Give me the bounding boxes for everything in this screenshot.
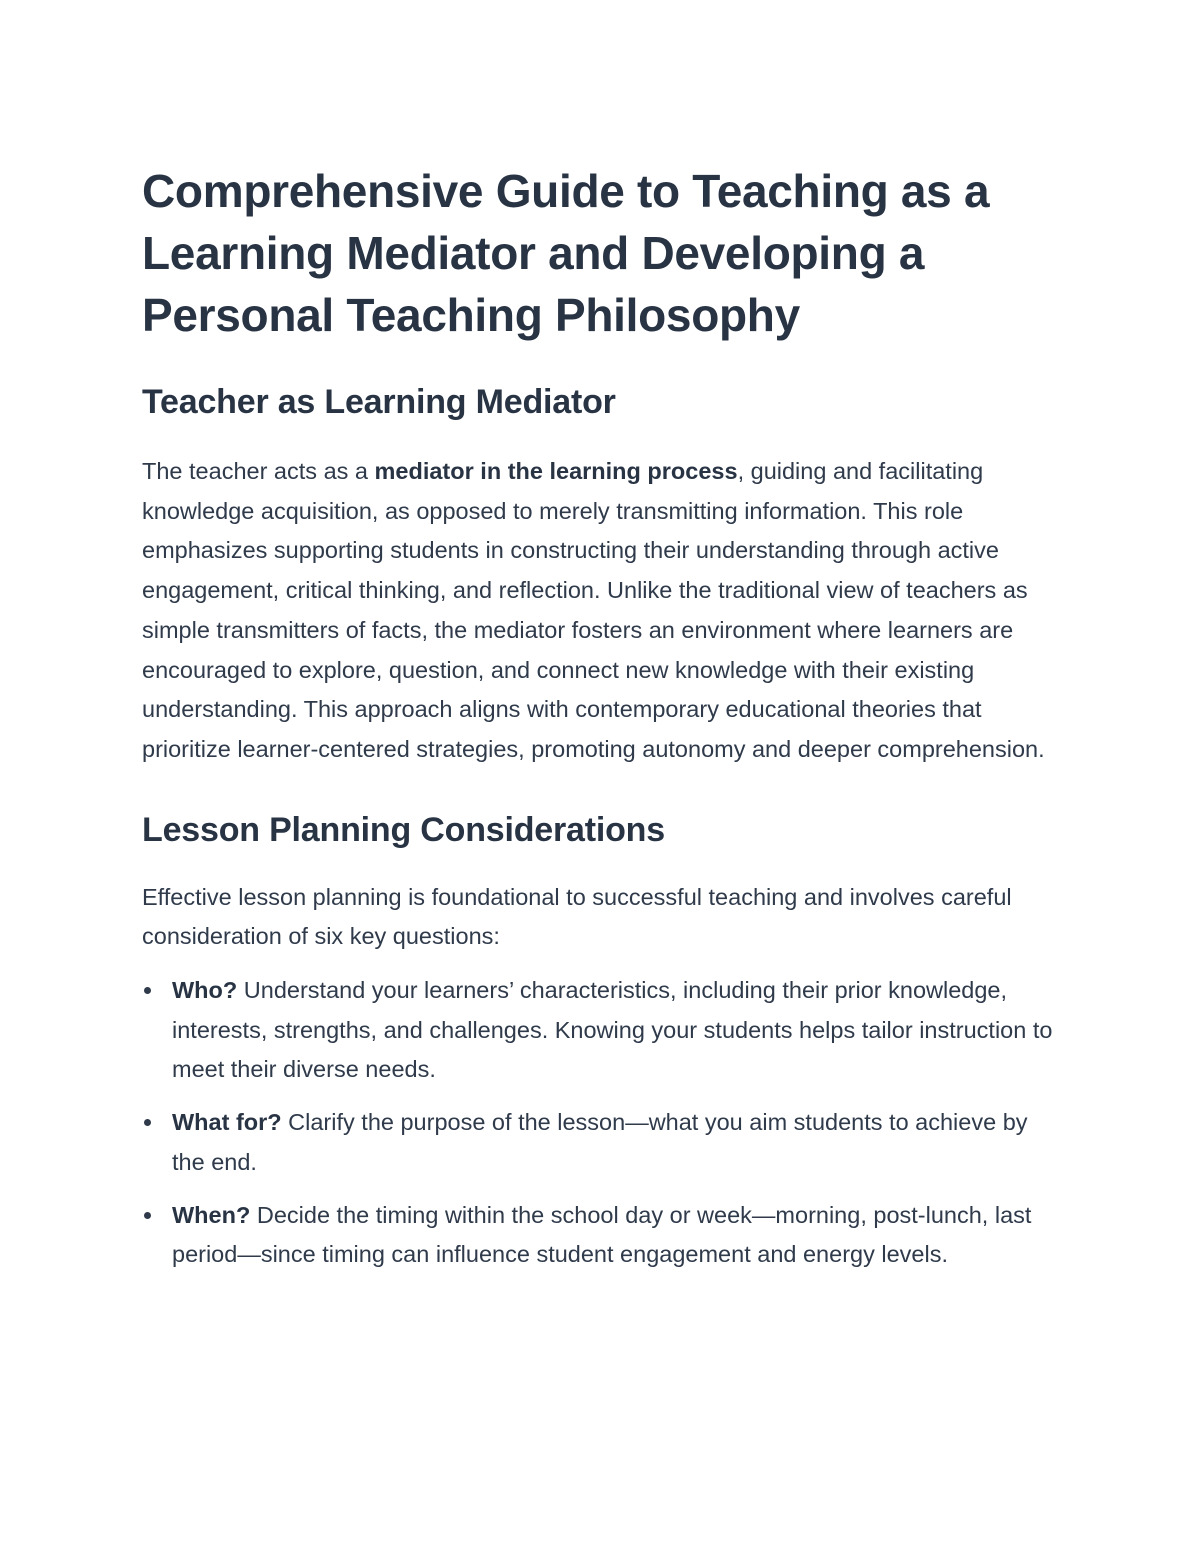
section-heading-lesson-planning: Lesson Planning Considerations	[142, 810, 665, 849]
list-item-term: Who?	[172, 977, 238, 1004]
list-item-term: What for?	[172, 1109, 282, 1136]
bullet-icon	[144, 1212, 151, 1219]
paragraph-text-rest: , guiding and facilitating knowledge acquisition, as opposed to merely transmitting information. This role emphasizes supporting students in constructing their understanding through active engagement, critical thinking, and reflection. Unlike the traditional view of teachers as simple transmitters of facts, the mediator fosters an environment where learners are encouraged to explore, question, and connect new knowledge with their existing understanding. This approach aligns with contemporary educational theories that prioritize learner-centered strategies, promoting autonomy and deeper comprehension.	[142, 458, 1045, 762]
bullet-icon	[144, 987, 151, 994]
document-title: Comprehensive Guide to Teaching as a Learning Mediator and Developing a Personal Teaching Philosophy	[142, 165, 990, 341]
document-page	[142, 160, 1062, 1288]
list-item-when	[142, 1196, 1062, 1275]
bullet-icon	[144, 1119, 151, 1126]
list-item-text: Understand your learners’ characteristics, including their prior knowledge, interests, strengths, and challenges. Knowing your students helps tailor instruction to meet their diverse needs.	[172, 977, 1053, 1083]
list-item-term: When?	[172, 1201, 251, 1228]
key-questions-list	[142, 971, 1062, 1275]
learning-mediator-paragraph	[142, 452, 1062, 770]
list-item-text: Clarify the purpose of the lesson—what you aim students to achieve by the end.	[172, 1109, 1028, 1175]
list-item-what-for	[142, 1103, 1062, 1182]
paragraph-text-start: The teacher acts as a	[142, 458, 375, 484]
section-heading-learning-mediator: Teacher as Learning Mediator	[142, 383, 616, 421]
list-item-who	[142, 971, 1062, 1090]
lesson-planning-intro: Effective lesson planning is foundational to successful teaching and involves careful consideration of six key questions:	[142, 883, 1012, 950]
list-item-text: Decide the timing within the school day or week—morning, post-lunch, last period—since timing can influence student engagement and energy levels.	[172, 1201, 1032, 1268]
bold-phrase-mediator: mediator in the learning process	[374, 458, 738, 484]
